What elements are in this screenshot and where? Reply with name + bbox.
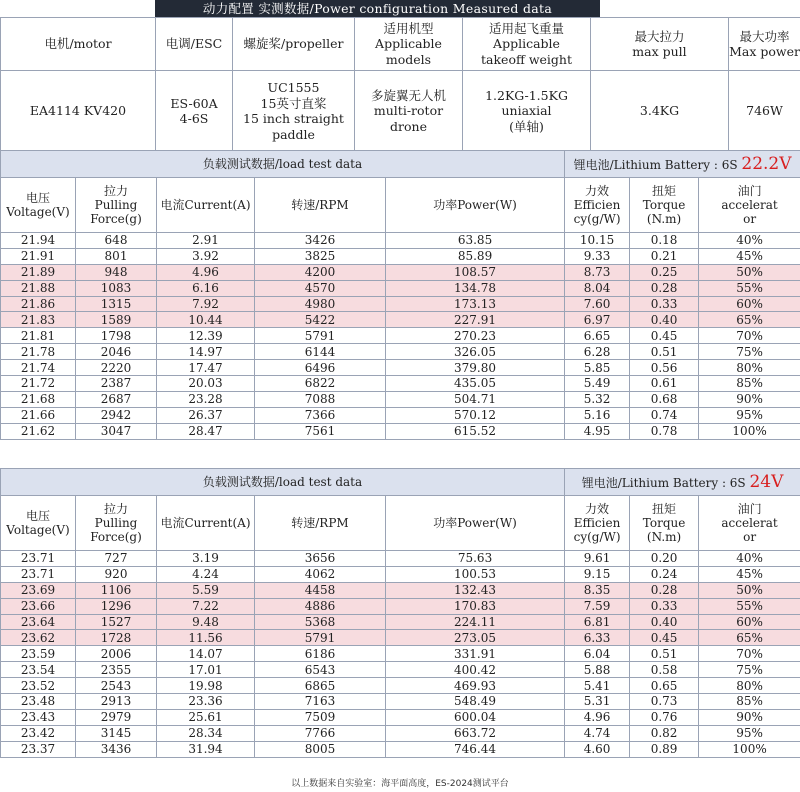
table-cell: 7.59 bbox=[565, 598, 630, 614]
table-cell: 9.61 bbox=[565, 551, 630, 567]
table-cell: 7561 bbox=[255, 423, 386, 439]
table-cell: 469.93 bbox=[386, 678, 565, 694]
table-cell: 1527 bbox=[76, 614, 157, 630]
table-cell: 8.04 bbox=[565, 280, 630, 296]
table-cell: 108.57 bbox=[386, 264, 565, 280]
table-cell: 4886 bbox=[255, 598, 386, 614]
table-cell: 90% bbox=[699, 709, 800, 725]
table-row bbox=[1, 662, 800, 678]
table-row bbox=[1, 423, 800, 439]
table-cell: 21.74 bbox=[1, 360, 76, 376]
table-cell: 21.88 bbox=[1, 280, 76, 296]
table-cell: 1083 bbox=[76, 280, 157, 296]
table-cell: 2543 bbox=[76, 678, 157, 694]
table-cell: 600.04 bbox=[386, 709, 565, 725]
table-cell: 6.97 bbox=[565, 312, 630, 328]
table-cell: 23.66 bbox=[1, 598, 76, 614]
section-banner bbox=[1, 151, 800, 178]
table-cell: 548.49 bbox=[386, 694, 565, 710]
table-cell: 100% bbox=[699, 741, 800, 757]
table-cell: 21.78 bbox=[1, 344, 76, 360]
table-cell: 1315 bbox=[76, 296, 157, 312]
table-cell: 379.80 bbox=[386, 360, 565, 376]
table-cell: 40% bbox=[699, 233, 800, 249]
column-header: 扭矩 Torque (N.m) bbox=[630, 178, 699, 233]
table-cell: 727 bbox=[76, 551, 157, 567]
table-cell: 7366 bbox=[255, 407, 386, 423]
table-cell: 6822 bbox=[255, 376, 386, 392]
table-cell: 4.74 bbox=[565, 725, 630, 741]
table-cell: 19.98 bbox=[157, 678, 255, 694]
table-cell: 3.19 bbox=[157, 551, 255, 567]
table-cell: 6186 bbox=[255, 646, 386, 662]
table-row bbox=[1, 694, 800, 710]
table-cell: 95% bbox=[699, 725, 800, 741]
table-cell: 0.76 bbox=[630, 709, 699, 725]
config-value-cell: 746W bbox=[729, 71, 800, 152]
table-cell: 23.43 bbox=[1, 709, 76, 725]
table-cell: 0.82 bbox=[630, 725, 699, 741]
config-header-cell: 最大功率 Max power bbox=[729, 18, 800, 71]
load-test-table bbox=[0, 150, 800, 440]
column-header: 电流Current(A) bbox=[157, 496, 255, 551]
table-cell: 4.24 bbox=[157, 566, 255, 582]
table-cell: 4200 bbox=[255, 264, 386, 280]
table-cell: 85.89 bbox=[386, 248, 565, 264]
config-value-cell: 3.4KG bbox=[591, 71, 729, 152]
table-cell: 63.85 bbox=[386, 233, 565, 249]
table-cell: 21.68 bbox=[1, 391, 76, 407]
table-cell: 5.59 bbox=[157, 582, 255, 598]
table-cell: 5.85 bbox=[565, 360, 630, 376]
table-cell: 2387 bbox=[76, 376, 157, 392]
table-cell: 5.16 bbox=[565, 407, 630, 423]
table-cell: 23.71 bbox=[1, 566, 76, 582]
table-row bbox=[1, 312, 800, 328]
table-cell: 5.32 bbox=[565, 391, 630, 407]
table-cell: 10.15 bbox=[565, 233, 630, 249]
section-gap bbox=[0, 454, 800, 466]
table-cell: 134.78 bbox=[386, 280, 565, 296]
table-cell: 504.71 bbox=[386, 391, 565, 407]
table-cell: 920 bbox=[76, 566, 157, 582]
table-cell: 4062 bbox=[255, 566, 386, 582]
table-cell: 23.28 bbox=[157, 391, 255, 407]
table-cell: 2.91 bbox=[157, 233, 255, 249]
table-row bbox=[1, 741, 800, 757]
table-cell: 25.61 bbox=[157, 709, 255, 725]
table-cell: 23.54 bbox=[1, 662, 76, 678]
table-cell: 615.52 bbox=[386, 423, 565, 439]
table-cell: 2006 bbox=[76, 646, 157, 662]
table-cell: 0.68 bbox=[630, 391, 699, 407]
column-header: 转速/RPM bbox=[255, 496, 386, 551]
table-row bbox=[1, 551, 800, 567]
table-cell: 21.66 bbox=[1, 407, 76, 423]
table-cell: 23.71 bbox=[1, 551, 76, 567]
table-cell: 21.81 bbox=[1, 328, 76, 344]
table-row bbox=[1, 630, 800, 646]
table-cell: 132.43 bbox=[386, 582, 565, 598]
config-value-row bbox=[1, 71, 800, 152]
table-cell: 28.47 bbox=[157, 423, 255, 439]
table-cell: 31.94 bbox=[157, 741, 255, 757]
table-cell: 23.37 bbox=[1, 741, 76, 757]
table-cell: 3145 bbox=[76, 725, 157, 741]
table-cell: 23.42 bbox=[1, 725, 76, 741]
column-header: 转速/RPM bbox=[255, 178, 386, 233]
config-value-cell: EA4114 KV420 bbox=[1, 71, 156, 152]
table-cell: 326.05 bbox=[386, 344, 565, 360]
table-cell: 5.49 bbox=[565, 376, 630, 392]
table-cell: 1798 bbox=[76, 328, 157, 344]
table-cell: 3825 bbox=[255, 248, 386, 264]
table-cell: 0.73 bbox=[630, 694, 699, 710]
table-cell: 170.83 bbox=[386, 598, 565, 614]
table-cell: 6.28 bbox=[565, 344, 630, 360]
table-cell: 7.92 bbox=[157, 296, 255, 312]
column-header: 拉力 Pulling Force(g) bbox=[76, 178, 157, 233]
table-row bbox=[1, 709, 800, 725]
battery-info bbox=[565, 469, 800, 496]
table-cell: 14.97 bbox=[157, 344, 255, 360]
table-cell: 2913 bbox=[76, 694, 157, 710]
table-cell: 4.96 bbox=[565, 709, 630, 725]
table-cell: 90% bbox=[699, 391, 800, 407]
table-cell: 2046 bbox=[76, 344, 157, 360]
table-cell: 224.11 bbox=[386, 614, 565, 630]
table-cell: 0.33 bbox=[630, 598, 699, 614]
table-cell: 7509 bbox=[255, 709, 386, 725]
footer-note: 以上数据来自实验室：海平面高度，ES-2024测试平台 bbox=[291, 779, 509, 789]
table-cell: 7088 bbox=[255, 391, 386, 407]
table-cell: 21.62 bbox=[1, 423, 76, 439]
section-label: 负载测试数据/load test data bbox=[1, 151, 565, 178]
table-cell: 0.20 bbox=[630, 551, 699, 567]
sheet-title: 动力配置 实测数据/Power configuration Measured data bbox=[155, 0, 600, 17]
table-cell: 65% bbox=[699, 630, 800, 646]
table-cell: 0.45 bbox=[630, 328, 699, 344]
table-row bbox=[1, 376, 800, 392]
table-cell: 0.65 bbox=[630, 678, 699, 694]
test-section-22v bbox=[0, 150, 800, 440]
table-cell: 8.35 bbox=[565, 582, 630, 598]
table-cell: 23.64 bbox=[1, 614, 76, 630]
table-cell: 17.47 bbox=[157, 360, 255, 376]
config-header-cell: 螺旋桨/propeller bbox=[233, 18, 355, 71]
table-cell: 648 bbox=[76, 233, 157, 249]
table-cell: 100% bbox=[699, 423, 800, 439]
battery-voltage: 22.2V bbox=[741, 153, 792, 174]
table-row bbox=[1, 391, 800, 407]
table-cell: 3.92 bbox=[157, 248, 255, 264]
section-label: 负载测试数据/load test data bbox=[1, 469, 565, 496]
battery-label: 锂电池/Lithium Battery : 6S bbox=[573, 157, 742, 172]
table-cell: 9.15 bbox=[565, 566, 630, 582]
table-cell: 17.01 bbox=[157, 662, 255, 678]
table-cell: 0.51 bbox=[630, 344, 699, 360]
table-row bbox=[1, 725, 800, 741]
table-cell: 11.56 bbox=[157, 630, 255, 646]
table-cell: 5.31 bbox=[565, 694, 630, 710]
table-row bbox=[1, 614, 800, 630]
table-cell: 2979 bbox=[76, 709, 157, 725]
table-row bbox=[1, 646, 800, 662]
table-cell: 1728 bbox=[76, 630, 157, 646]
table-cell: 80% bbox=[699, 360, 800, 376]
table-cell: 5791 bbox=[255, 630, 386, 646]
table-cell: 2687 bbox=[76, 391, 157, 407]
config-value-cell: 多旋翼无人机 multi-rotor drone bbox=[355, 71, 463, 152]
column-header: 电压 Voltage(V) bbox=[1, 178, 76, 233]
table-cell: 5.41 bbox=[565, 678, 630, 694]
table-cell: 6.33 bbox=[565, 630, 630, 646]
table-cell: 4570 bbox=[255, 280, 386, 296]
table-cell: 6.81 bbox=[565, 614, 630, 630]
table-cell: 5791 bbox=[255, 328, 386, 344]
table-cell: 4458 bbox=[255, 582, 386, 598]
table-row bbox=[1, 264, 800, 280]
table-cell: 3436 bbox=[76, 741, 157, 757]
table-cell: 6.16 bbox=[157, 280, 255, 296]
table-cell: 21.72 bbox=[1, 376, 76, 392]
table-cell: 26.37 bbox=[157, 407, 255, 423]
table-row bbox=[1, 407, 800, 423]
column-header: 油门 accelerat or bbox=[699, 496, 800, 551]
table-row bbox=[1, 582, 800, 598]
table-row bbox=[1, 566, 800, 582]
table-cell: 9.33 bbox=[565, 248, 630, 264]
column-header: 电流Current(A) bbox=[157, 178, 255, 233]
load-test-table bbox=[0, 468, 800, 758]
table-cell: 435.05 bbox=[386, 376, 565, 392]
column-header-row bbox=[1, 178, 800, 233]
column-header-row bbox=[1, 496, 800, 551]
table-cell: 6.65 bbox=[565, 328, 630, 344]
column-header: 力效 Efficien cy(g/W) bbox=[565, 178, 630, 233]
table-cell: 6.04 bbox=[565, 646, 630, 662]
table-cell: 0.40 bbox=[630, 614, 699, 630]
table-cell: 0.25 bbox=[630, 264, 699, 280]
table-cell: 21.94 bbox=[1, 233, 76, 249]
table-cell: 8005 bbox=[255, 741, 386, 757]
table-cell: 0.78 bbox=[630, 423, 699, 439]
table-cell: 331.91 bbox=[386, 646, 565, 662]
column-header: 电压 Voltage(V) bbox=[1, 496, 76, 551]
table-row bbox=[1, 360, 800, 376]
config-header-cell: 适用起飞重量 Applicable takeoff weight bbox=[463, 18, 591, 71]
table-cell: 4980 bbox=[255, 296, 386, 312]
table-cell: 20.03 bbox=[157, 376, 255, 392]
table-cell: 227.91 bbox=[386, 312, 565, 328]
table-cell: 100.53 bbox=[386, 566, 565, 582]
table-row bbox=[1, 328, 800, 344]
config-table bbox=[0, 17, 800, 152]
table-cell: 23.59 bbox=[1, 646, 76, 662]
column-header: 拉力 Pulling Force(g) bbox=[76, 496, 157, 551]
table-cell: 4.95 bbox=[565, 423, 630, 439]
table-cell: 270.23 bbox=[386, 328, 565, 344]
table-cell: 23.48 bbox=[1, 694, 76, 710]
test-section-24v bbox=[0, 468, 800, 758]
table-cell: 0.24 bbox=[630, 566, 699, 582]
config-header-cell: 电调/ESC bbox=[156, 18, 233, 71]
table-cell: 0.61 bbox=[630, 376, 699, 392]
table-cell: 28.34 bbox=[157, 725, 255, 741]
battery-info bbox=[565, 151, 800, 178]
config-value-cell: UC1555 15英寸直桨 15 inch straight paddle bbox=[233, 71, 355, 152]
battery-label: 锂电池/Lithium Battery : 6S bbox=[581, 475, 750, 490]
table-cell: 7766 bbox=[255, 725, 386, 741]
table-cell: 6543 bbox=[255, 662, 386, 678]
config-header-cell: 适用机型 Applicable models bbox=[355, 18, 463, 71]
table-cell: 0.21 bbox=[630, 248, 699, 264]
table-cell: 570.12 bbox=[386, 407, 565, 423]
column-header: 油门 accelerat or bbox=[699, 178, 800, 233]
battery-voltage: 24V bbox=[749, 471, 784, 492]
table-cell: 85% bbox=[699, 376, 800, 392]
table-cell: 23.62 bbox=[1, 630, 76, 646]
table-cell: 273.05 bbox=[386, 630, 565, 646]
table-cell: 21.91 bbox=[1, 248, 76, 264]
table-row bbox=[1, 678, 800, 694]
table-cell: 23.52 bbox=[1, 678, 76, 694]
config-header-cell: 最大拉力 max pull bbox=[591, 18, 729, 71]
table-cell: 85% bbox=[699, 694, 800, 710]
table-cell: 0.28 bbox=[630, 582, 699, 598]
table-cell: 801 bbox=[76, 248, 157, 264]
table-cell: 21.83 bbox=[1, 312, 76, 328]
table-cell: 50% bbox=[699, 264, 800, 280]
table-cell: 746.44 bbox=[386, 741, 565, 757]
table-cell: 50% bbox=[699, 582, 800, 598]
table-cell: 2355 bbox=[76, 662, 157, 678]
table-cell: 1589 bbox=[76, 312, 157, 328]
table-cell: 55% bbox=[699, 280, 800, 296]
table-cell: 0.40 bbox=[630, 312, 699, 328]
column-header: 功率Power(W) bbox=[386, 178, 565, 233]
table-cell: 70% bbox=[699, 646, 800, 662]
table-cell: 75% bbox=[699, 344, 800, 360]
table-cell: 173.13 bbox=[386, 296, 565, 312]
table-row bbox=[1, 248, 800, 264]
config-header-cell: 电机/motor bbox=[1, 18, 156, 71]
table-cell: 2942 bbox=[76, 407, 157, 423]
table-cell: 9.48 bbox=[157, 614, 255, 630]
table-cell: 23.36 bbox=[157, 694, 255, 710]
table-cell: 5422 bbox=[255, 312, 386, 328]
column-header: 扭矩 Torque (N.m) bbox=[630, 496, 699, 551]
table-cell: 7.22 bbox=[157, 598, 255, 614]
column-header: 力效 Efficien cy(g/W) bbox=[565, 496, 630, 551]
table-cell: 5368 bbox=[255, 614, 386, 630]
config-header-row bbox=[1, 18, 800, 71]
table-cell: 6865 bbox=[255, 678, 386, 694]
table-cell: 14.07 bbox=[157, 646, 255, 662]
table-cell: 0.58 bbox=[630, 662, 699, 678]
table-cell: 0.89 bbox=[630, 741, 699, 757]
table-cell: 0.33 bbox=[630, 296, 699, 312]
table-cell: 5.88 bbox=[565, 662, 630, 678]
table-cell: 0.51 bbox=[630, 646, 699, 662]
table-cell: 23.69 bbox=[1, 582, 76, 598]
table-row bbox=[1, 598, 800, 614]
table-cell: 4.60 bbox=[565, 741, 630, 757]
table-cell: 6144 bbox=[255, 344, 386, 360]
table-cell: 6496 bbox=[255, 360, 386, 376]
table-cell: 1296 bbox=[76, 598, 157, 614]
table-cell: 2220 bbox=[76, 360, 157, 376]
table-cell: 7163 bbox=[255, 694, 386, 710]
table-cell: 95% bbox=[699, 407, 800, 423]
table-cell: 65% bbox=[699, 312, 800, 328]
table-cell: 400.42 bbox=[386, 662, 565, 678]
table-cell: 0.45 bbox=[630, 630, 699, 646]
table-cell: 663.72 bbox=[386, 725, 565, 741]
table-cell: 10.44 bbox=[157, 312, 255, 328]
config-value-cell: 1.2KG-1.5KG uniaxial (单轴) bbox=[463, 71, 591, 152]
table-cell: 70% bbox=[699, 328, 800, 344]
table-cell: 0.56 bbox=[630, 360, 699, 376]
table-cell: 3047 bbox=[76, 423, 157, 439]
table-cell: 3656 bbox=[255, 551, 386, 567]
table-cell: 45% bbox=[699, 566, 800, 582]
config-value-cell: ES-60A 4-6S bbox=[156, 71, 233, 152]
table-cell: 75% bbox=[699, 662, 800, 678]
table-cell: 60% bbox=[699, 296, 800, 312]
section-banner bbox=[1, 469, 800, 496]
table-row bbox=[1, 296, 800, 312]
table-cell: 12.39 bbox=[157, 328, 255, 344]
column-header: 功率Power(W) bbox=[386, 496, 565, 551]
table-cell: 0.28 bbox=[630, 280, 699, 296]
table-row bbox=[1, 280, 800, 296]
table-cell: 60% bbox=[699, 614, 800, 630]
table-row bbox=[1, 233, 800, 249]
table-cell: 948 bbox=[76, 264, 157, 280]
table-row bbox=[1, 344, 800, 360]
table-cell: 7.60 bbox=[565, 296, 630, 312]
table-cell: 40% bbox=[699, 551, 800, 567]
table-cell: 4.96 bbox=[157, 264, 255, 280]
table-cell: 45% bbox=[699, 248, 800, 264]
table-cell: 75.63 bbox=[386, 551, 565, 567]
table-cell: 1106 bbox=[76, 582, 157, 598]
table-cell: 3426 bbox=[255, 233, 386, 249]
table-cell: 21.86 bbox=[1, 296, 76, 312]
table-cell: 21.89 bbox=[1, 264, 76, 280]
table-cell: 8.73 bbox=[565, 264, 630, 280]
table-cell: 0.74 bbox=[630, 407, 699, 423]
table-cell: 0.18 bbox=[630, 233, 699, 249]
table-cell: 55% bbox=[699, 598, 800, 614]
table-cell: 80% bbox=[699, 678, 800, 694]
